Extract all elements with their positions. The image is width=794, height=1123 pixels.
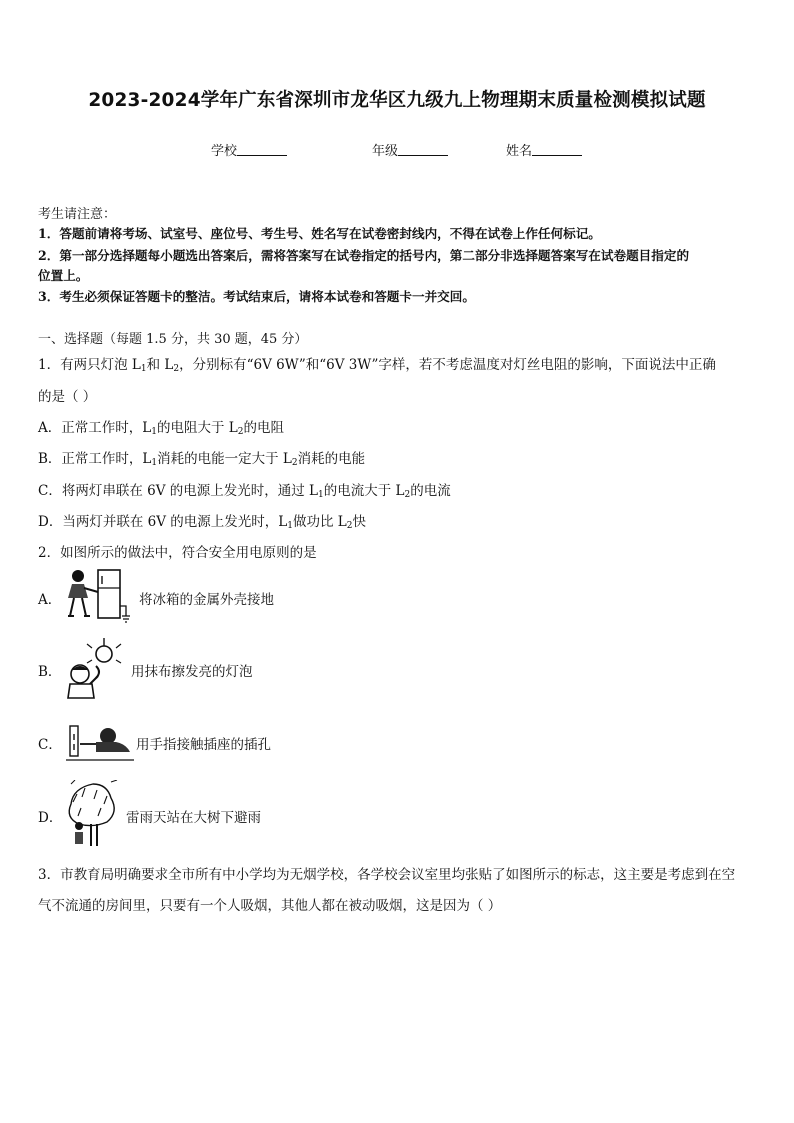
q2-option-a-label[interactable]: A． [38,592,62,608]
q2-stem: 2．如图所示的做法中，符合安全用电原则的是 [38,545,317,561]
school-label: 学校 [211,144,238,159]
notice-item: 1．答题前请将考场、试室号、座位号、考生号、姓名写在试卷密封线内，不得在试卷上作任何标记。 [38,226,601,241]
notice-item: 位置上。 [38,268,89,283]
notice-item: 2．第一部分选择题每小题选出答案后，需将答案写在试卷指定的括号内，第二部分非选择题答案写在试卷题目指定的 [38,248,690,263]
q2-option-c-text: 用手指接触插座的插孔 [136,737,271,753]
tree-rain-picture [63,780,123,848]
wiping-bulb-picture [62,638,128,700]
q2-option-a-text: 将冰箱的金属外壳接地 [139,592,274,608]
school-field [211,140,287,159]
finger-socket-picture [66,718,134,764]
name-blank[interactable] [532,143,582,156]
page-title: 2023-2024学年广东省深圳市龙华区九级九上物理期末质量检测模拟试题 [88,90,706,111]
q3-stem-cont: 气不流通的房间里，只要有一个人吸烟，其他人都在被动吸烟，这是因为（ ） [38,898,502,914]
q1-option-a[interactable]: A．正常工作时，$L_1$的电阻大于 $L_2$的电阻 [38,420,284,437]
q3-stem: 3．市教育局明确要求全市所有中小学均为无烟学校，各学校会议室里均张贴了如图所示的标志，这主要是考虑到在空 [38,867,736,883]
q2-option-b-label[interactable]: B． [38,664,62,680]
q1-stem: 1．有两只灯泡 $L_1$和 $L_2$，分别标有“6V 6W”和“6V 3W”字样，若不考虑温度对灯丝电阻的影响，下面说法中正确 [38,357,716,374]
q2-option-c-label[interactable]: C． [38,737,62,753]
grade-field [372,140,448,159]
q2-option-d-label[interactable]: D． [38,810,63,826]
q1-option-c[interactable]: C．将两灯串联在 6V 的电源上发光时，通过 $L_1$的电流大于 $L_2$的电流 [38,483,451,500]
q2-option-b-text: 用抹布擦发亮的灯泡 [131,664,253,680]
q1-stem-cont: 的是（ ） [38,389,97,405]
name-label: 姓名 [506,144,533,159]
q1-option-b[interactable]: B．正常工作时，$L_1$消耗的电能一定大于 $L_2$消耗的电能 [38,451,366,468]
name-field [506,140,582,159]
school-blank[interactable] [237,143,287,156]
grade-label: 年级 [372,144,399,159]
grade-blank[interactable] [398,143,448,156]
section-heading: 一、选择题（每题 1.5 分，共 30 题，45 分） [38,332,308,347]
q1-option-d[interactable]: D．当两灯并联在 6V 的电源上发光时，$L_1$做功比 $L_2$快 [38,514,366,531]
q2-option-d-text: 雷雨天站在大树下避雨 [126,810,261,826]
fridge-grounding-picture [62,566,138,624]
notice-item: 3．考生必须保证答题卡的整洁。考试结束后，请将本试卷和答题卡一并交回。 [38,289,475,304]
notice-heading: 考生请注意： [38,207,117,222]
